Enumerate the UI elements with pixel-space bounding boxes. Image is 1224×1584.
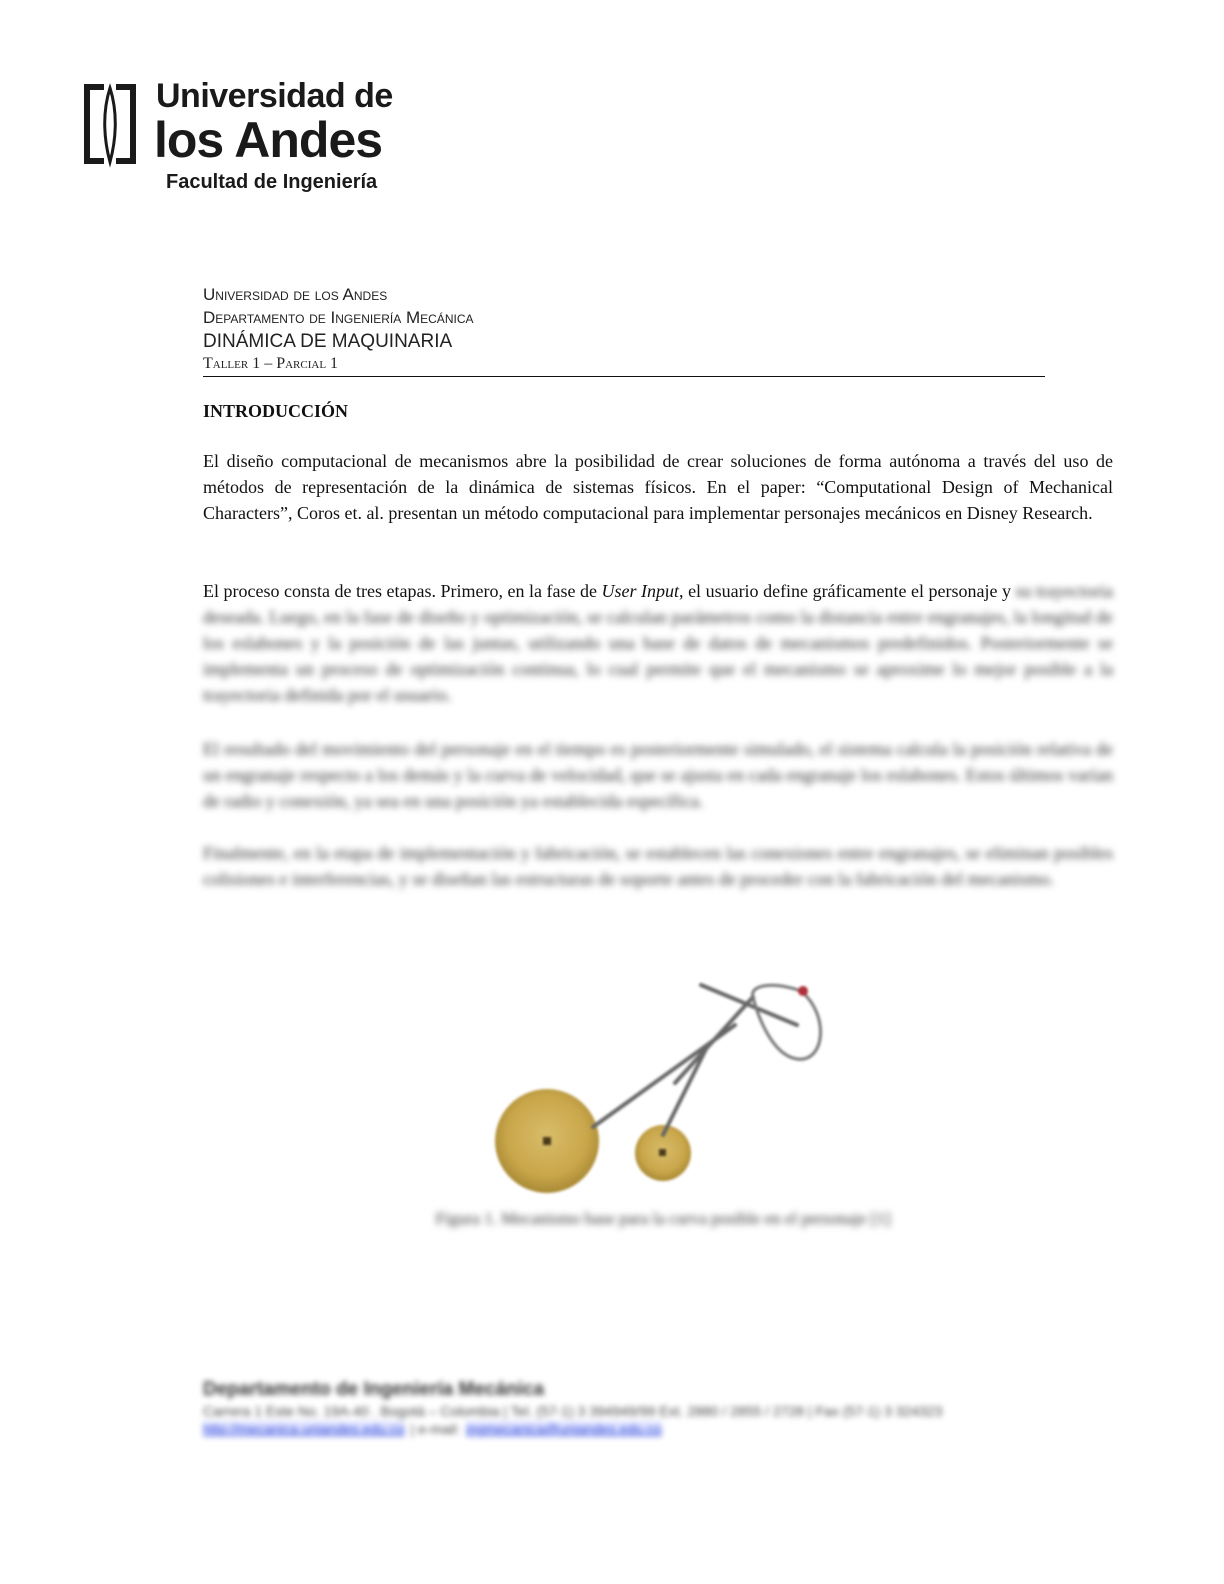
header-course: DINÁMICA DE MAQUINARIA [203,331,453,352]
footer-separator: | e-mail: [410,1421,461,1437]
paragraph-process-rest: su trayectoria deseada. Luego, en la fase de diseño y optimización, se calculan parámetros como la distancia entre engranajes, la longitud de los eslabones y la posición de las juntas, utilizando una base de datos de mecanismos predefinidos. Posteriormente se implementa un proceso de optimización continua, lo cual permite que el mecanismo se aproxime lo mejor posible a la trayectoria definida por el usuario. [203,581,1113,705]
footer-department: Departamento de Ingeniería Mecánica [203,1379,545,1400]
linkage-bars [593,985,797,1135]
paragraph-fabrication: Finalmente, en la etapa de implementación y fabricación, se establecen las conexiones entre engranajes, se eliminan posibles colisiones e interferencias, y se diseñan las estructuras de soporte antes de proceder con la fabricación del mecanismo. [203,843,1113,889]
header-university: Universidad de los Andes [203,285,388,304]
section-title: INTRODUCCIÓN [203,401,349,421]
paragraph-process-emphasis: User Input [601,581,680,601]
paragraph-process-lead-end: , el usuario define gráficamente el personaje y [679,581,1012,601]
figure-caption: Figura 1. Mecanismo base para la curva posible en el personaje [1] [435,1209,891,1228]
paragraph-process-lead: El proceso consta de tres etapas. Primero, en la fase de [203,581,602,601]
footer-website-link[interactable]: http://mecanica.uniandes.edu.co [203,1421,405,1437]
header-department: Departamento de Ingeniería Mecánica [203,308,474,327]
footer-address: Carrera 1 Este No. 19A-40 . Bogotá – Colombia | Tel. (57-1) 3 394949/99 Ext. 2880 / 2855 / 2728 | Fax (57-1) 3 324323 [203,1403,943,1419]
footer-links [203,1420,1113,1438]
paragraph-simulation: El resultado del movimiento del personaje en el tiempo es posteriormente simulado, el sistema calcula la posición relativa de un engranaje respecto a los demás y la curva de velocidad, que se ajusta en cada engranaje los eslabones. Estos últimos varían de radio y conexión, ya sea en una posición ya establecida específica. [203,739,1113,811]
end-effector-marker [798,986,808,996]
header-assignment: Taller 1 – Parcial 1 [203,355,339,372]
paragraph-process [203,578,1113,708]
mechanism-figure [485,975,845,1195]
large-gear [495,1089,599,1193]
page-footer [203,1378,1113,1438]
logo-text-line2: los Andes [154,112,383,168]
logo-text-line1: Universidad de [156,77,393,115]
document-header [203,283,1045,377]
logo-emblem-icon [74,78,146,170]
university-logo [74,74,393,199]
footer-email-link[interactable]: ingmecanica@uniandes.edu.co [466,1421,662,1437]
paragraph-intro: El diseño computacional de mecanismos abre la posibilidad de crear soluciones de forma autónoma a través del uso de métodos de representación de la dinámica de sistemas físicos. En el paper: “Computational Design of Mechanical Characters”, Coros et. al. presentan un método computacional para implementar personajes mecánicos en Disney Research. [203,451,1113,523]
logo-text-faculty: Facultad de Ingeniería [166,171,378,193]
